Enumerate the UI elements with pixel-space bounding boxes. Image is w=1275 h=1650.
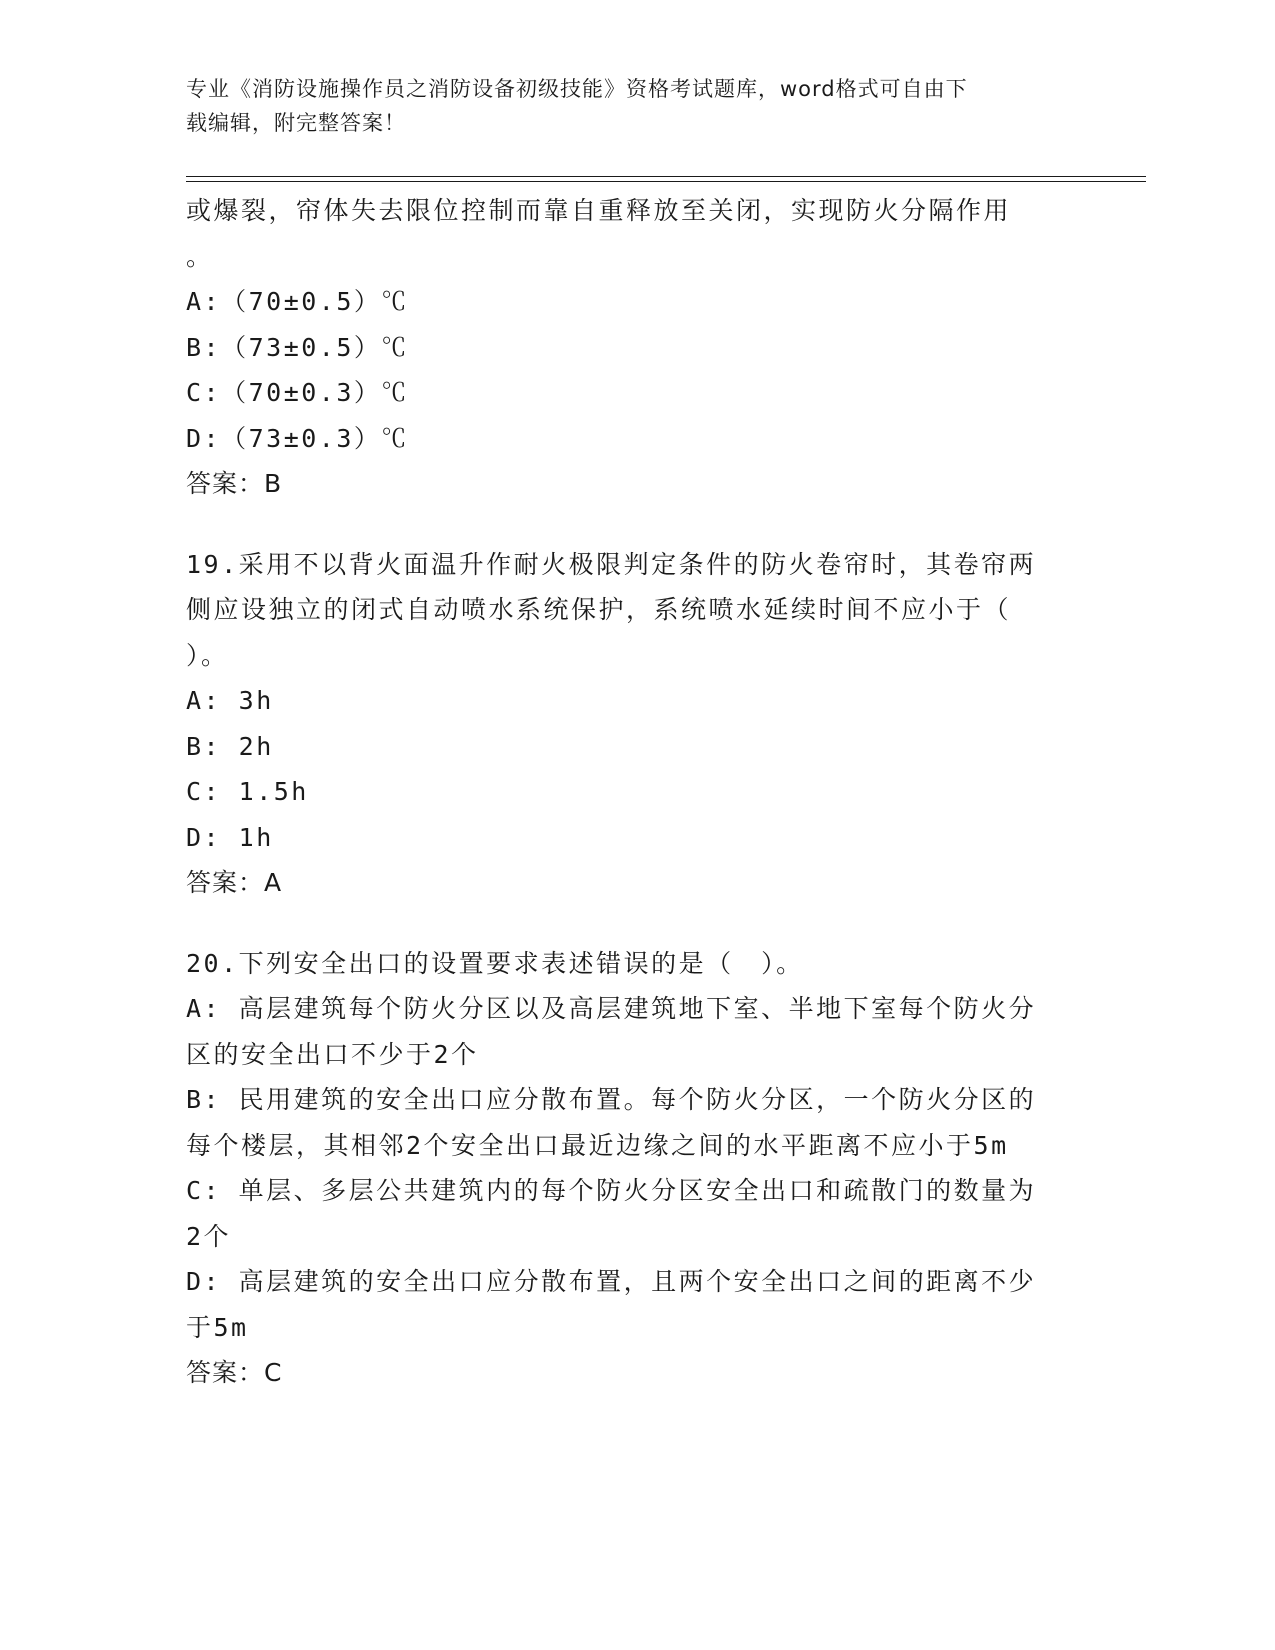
option-d: D: 1h (186, 822, 274, 852)
option-b: B: 2h (186, 731, 274, 761)
question-stem-line: ）。 (186, 640, 229, 670)
question-stem-line: 20.下列安全出口的设置要求表述错误的是（ ）。 (186, 948, 804, 978)
question-stem-line: 或爆裂，帘体失去限位控制而靠自重释放至关闭，实现防火分隔作用 (186, 196, 1012, 225)
header-rule-top (186, 176, 1146, 177)
spacer (186, 906, 1086, 941)
header-line-2: 载编辑，附完整答案！ (186, 111, 406, 135)
option-b: B: 民用建筑的安全出口应分散布置。每个防火分区，一个防火分区的 (186, 1085, 1037, 1114)
option-d: D:（73±0.3）℃ (186, 423, 409, 453)
spacer (186, 507, 1086, 542)
question-stem-line: 。 (186, 241, 214, 271)
option-a: A: 3h (186, 686, 274, 715)
option-c: C: 1.5h (186, 777, 309, 806)
answer: 答案：C (186, 1358, 283, 1387)
page-header (186, 72, 1066, 140)
answer: 答案：A (186, 868, 283, 897)
header-line-1: 专业《消防设施操作员之消防设备初级技能》资格考试题库，word格式可自由下 (186, 77, 968, 101)
question-stem-line: 侧应设独立的闭式自动喷水系统保护，系统喷水延续时间不应小于（ (186, 595, 1012, 624)
option-b: B:（73±0.5）℃ (186, 332, 409, 362)
question-19 (186, 542, 1086, 906)
option-c: C:（70±0.3）℃ (186, 378, 409, 407)
document-body (186, 188, 1086, 1396)
option-c-continuation: 2个 (186, 1221, 232, 1251)
option-a: A: 高层建筑每个防火分区以及高层建筑地下室、半地下室每个防火分 (186, 994, 1037, 1023)
answer: 答案：B (186, 469, 283, 498)
option-b-continuation: 每个楼层，其相邻2个安全出口最近边缘之间的水平距离不应小于5m (186, 1130, 1009, 1160)
question-stem-line: 19.采用不以背火面温升作耐火极限判定条件的防火卷帘时，其卷帘两 (186, 549, 1037, 579)
question-18-continuation (186, 188, 1086, 507)
option-a: A:（70±0.5）℃ (186, 287, 409, 316)
option-c: C: 单层、多层公共建筑内的每个防火分区安全出口和疏散门的数量为 (186, 1176, 1037, 1205)
question-20 (186, 941, 1086, 1396)
option-d-continuation: 于5m (186, 1312, 249, 1342)
option-d: D: 高层建筑的安全出口应分散布置，且两个安全出口之间的距离不少 (186, 1267, 1037, 1296)
option-a-continuation: 区的安全出口不少于2个 (186, 1039, 479, 1069)
header-rule-bottom (186, 181, 1146, 182)
